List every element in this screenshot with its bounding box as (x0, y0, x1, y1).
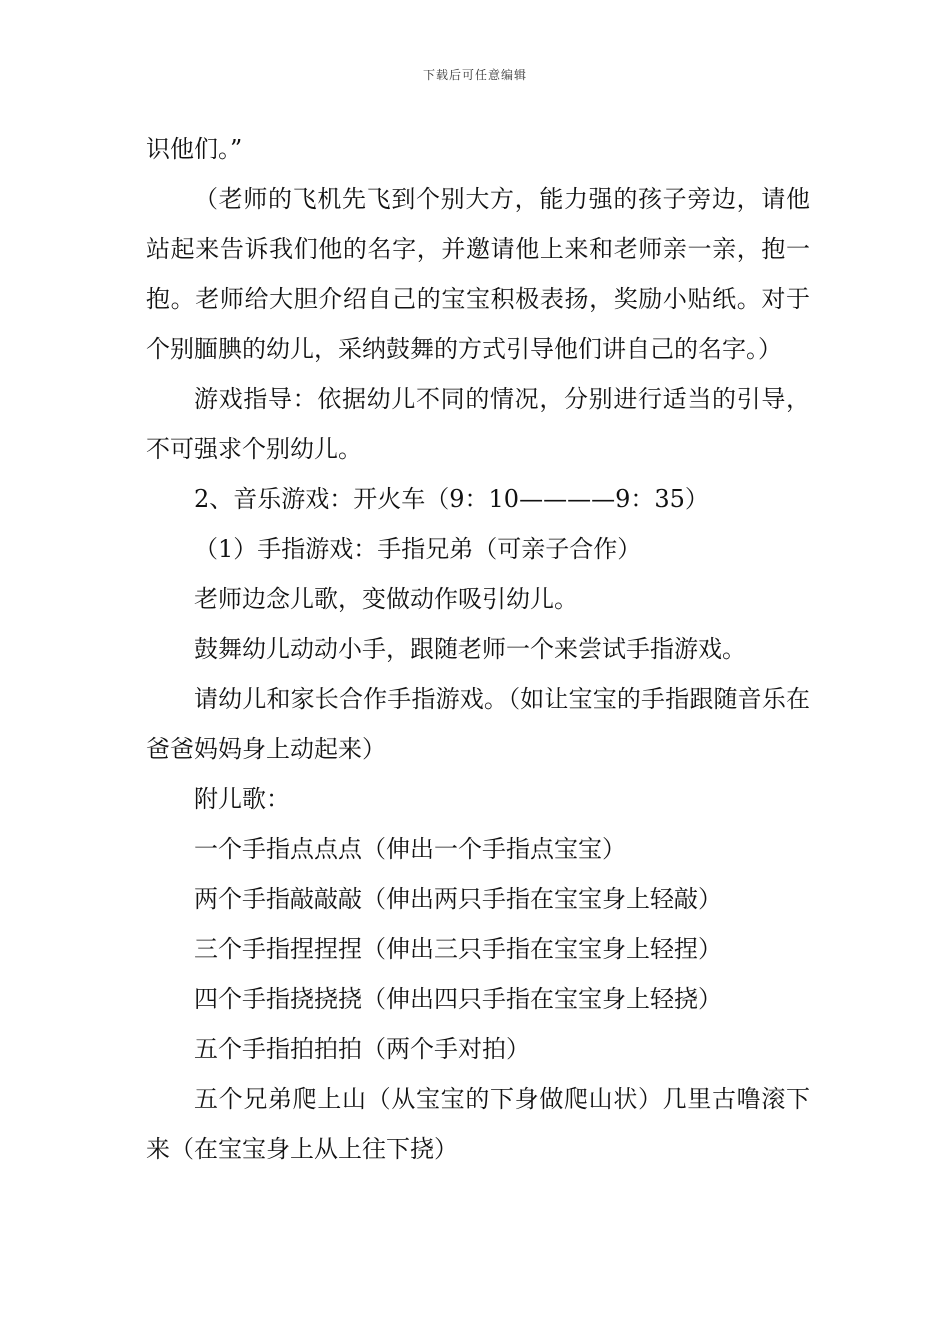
paragraph-8: 请幼儿和家长合作手指游戏。（如让宝宝的手指跟随音乐在爸爸妈妈身上动起来） (146, 685, 810, 763)
paragraph-14: 五个手指拍拍拍（两个手对拍） (194, 1035, 530, 1063)
paragraph-7: 鼓舞幼儿动动小手，跟随老师一个来尝试手指游戏。 (194, 635, 746, 663)
paragraph-1: 识他们。” (146, 135, 243, 163)
paragraph-3: 游戏指导：依据幼儿不同的情况，分别进行适当的引导，不可强求个别幼儿。 (146, 385, 810, 463)
paragraph-9: 附儿歌： (194, 785, 290, 813)
paragraph-10: 一个手指点点点（伸出一个手指点宝宝） (194, 835, 626, 863)
paragraph-6: 老师边念儿歌，变做动作吸引幼儿。 (194, 585, 578, 613)
paragraph-13: 四个手指挠挠挠（伸出四只手指在宝宝身上轻挠） (194, 985, 722, 1013)
page-header: 下载后可任意编辑 (422, 68, 527, 82)
paragraph-15: 五个兄弟爬上山（从宝宝的下身做爬山状）几里古噜滚下来（在宝宝身上从上往下挠） (146, 1085, 810, 1163)
paragraph-5: （1）手指游戏：手指兄弟（可亲子合作） (194, 535, 642, 563)
paragraph-11: 两个手指敲敲敲（伸出两只手指在宝宝身上轻敲） (194, 885, 722, 913)
paragraph-4: 2、音乐游戏：开火车（9：10————9：35） (194, 485, 709, 513)
paragraph-2: （老师的飞机先飞到个别大方，能力强的孩子旁边，请他站起来告诉我们他的名字，并邀请他上来和老师亲一亲，抱一抱。老师给大胆介绍自己的宝宝积极表扬，奖励小贴纸。对于个别腼腆的幼儿，采纳鼓舞的方式引导他们讲自己的名字。） (146, 185, 810, 363)
document-body (146, 124, 810, 1174)
paragraph-12: 三个手指捏捏捏（伸出三只手指在宝宝身上轻捏） (194, 935, 722, 963)
